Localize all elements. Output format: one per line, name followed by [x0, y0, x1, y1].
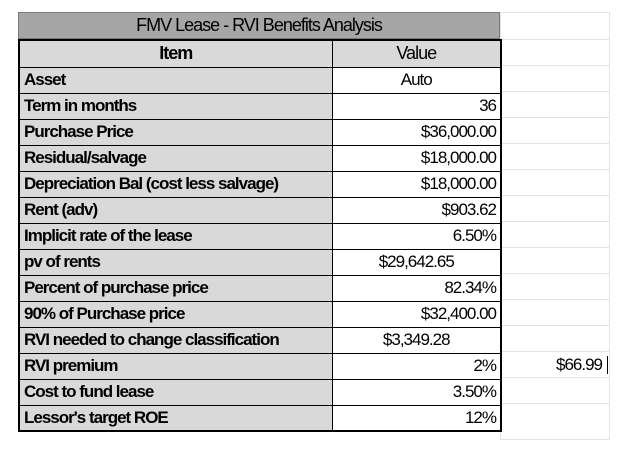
item-cell[interactable]: Percent of purchase price — [19, 275, 332, 301]
item-cell[interactable]: Residual/salvage — [19, 145, 332, 171]
value-cell[interactable]: 36 — [332, 93, 501, 119]
item-cell[interactable]: Term in months — [19, 93, 332, 119]
grid-line — [500, 299, 610, 300]
grid-line — [500, 39, 610, 40]
item-cell[interactable]: RVI needed to change classification — [19, 327, 332, 353]
table-row — [19, 249, 501, 275]
table-row — [19, 93, 501, 119]
value-header-cell[interactable]: Value — [332, 40, 501, 67]
header-row — [19, 40, 501, 67]
grid-line — [500, 65, 610, 66]
table-row — [19, 327, 501, 353]
value-cell[interactable]: $36,000.00 — [332, 119, 501, 145]
item-cell[interactable]: Implicit rate of the lease — [19, 223, 332, 249]
grid-line — [500, 117, 610, 118]
item-cell[interactable]: Purchase Price — [19, 119, 332, 145]
item-cell[interactable]: Asset — [19, 67, 332, 93]
sheet-title[interactable]: FMV Lease - RVI Benefits Analysis — [18, 12, 500, 39]
value-cell[interactable]: $29,642.65 — [332, 249, 501, 275]
table-row — [19, 223, 501, 249]
value-cell[interactable]: $3,349.28 — [332, 327, 501, 353]
grid-line — [500, 91, 610, 92]
grid-line — [500, 247, 610, 248]
value-cell[interactable]: 2% — [332, 353, 501, 379]
grid-line — [500, 403, 610, 404]
grid-line — [500, 221, 610, 222]
grid-line — [500, 143, 610, 144]
grid-line — [500, 273, 610, 274]
table-row — [19, 353, 501, 379]
grid-line — [609, 12, 610, 440]
table-row — [19, 275, 501, 301]
table-row — [19, 145, 501, 171]
item-cell[interactable]: Cost to fund lease — [19, 379, 332, 405]
table-row — [19, 171, 501, 197]
grid-line — [500, 12, 610, 13]
table-row — [19, 405, 501, 431]
value-cell[interactable]: Auto — [332, 67, 501, 93]
grid-line — [500, 195, 610, 196]
rvi-premium-amount-cell[interactable]: $66.99 — [556, 355, 602, 374]
value-cell[interactable]: 6.50% — [332, 223, 501, 249]
text-cursor — [607, 356, 608, 374]
item-cell[interactable]: Rent (adv) — [19, 197, 332, 223]
value-cell[interactable]: 12% — [332, 405, 501, 431]
grid-line — [500, 325, 610, 326]
table-row — [19, 197, 501, 223]
item-header-cell[interactable]: Item — [19, 40, 332, 67]
item-cell[interactable]: pv of rents — [19, 249, 332, 275]
value-cell[interactable]: $18,000.00 — [332, 171, 501, 197]
table-row — [19, 301, 501, 327]
item-cell[interactable]: Lessor's target ROE — [19, 405, 332, 431]
table-row — [19, 379, 501, 405]
analysis-table — [18, 39, 502, 432]
grid-line — [500, 169, 610, 170]
table-row — [19, 67, 501, 93]
value-cell[interactable]: 3.50% — [332, 379, 501, 405]
value-cell[interactable]: $32,400.00 — [332, 301, 501, 327]
table-row — [19, 119, 501, 145]
item-cell[interactable]: Depreciation Bal (cost less salvage) — [19, 171, 332, 197]
value-cell[interactable]: $18,000.00 — [332, 145, 501, 171]
value-cell[interactable]: $903.62 — [332, 197, 501, 223]
value-cell[interactable]: 82.34% — [332, 275, 501, 301]
item-cell[interactable]: 90% of Purchase price — [19, 301, 332, 327]
grid-line — [500, 439, 610, 440]
item-cell[interactable]: RVI premium — [19, 353, 332, 379]
